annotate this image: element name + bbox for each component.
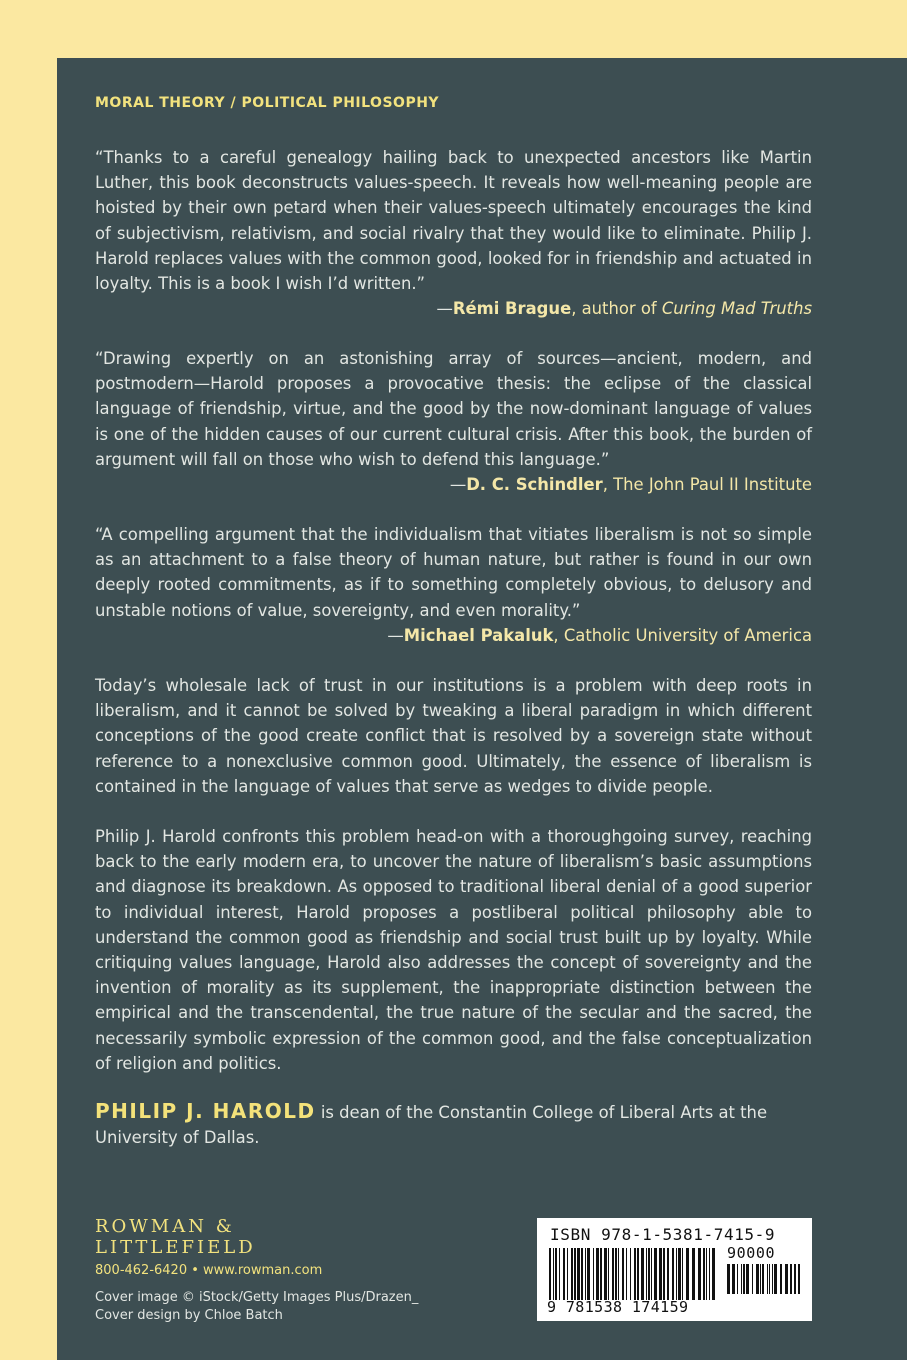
barcode-bar [767, 1264, 768, 1294]
barcode-bar [703, 1248, 705, 1300]
blurb-2 [95, 346, 812, 497]
blurb-attribution [95, 472, 812, 497]
barcode-bar [622, 1248, 624, 1300]
author-bio-text: is dean of the Constantin College of Liberal Arts at the University of Dallas. [95, 1103, 768, 1148]
barcode-bar [634, 1248, 636, 1300]
barcode-bar [559, 1248, 560, 1300]
barcode-bar [646, 1248, 647, 1300]
blurb-quote: “Drawing expertly on an astonishing array of sources—ancient, modern, and postmodern—Harold proposes a provocative thesis: the eclipse of the classical language of friendship, virtue, and the good by the now-dominant language of values is one of the hidden causes of our current cultural crisis. After this book, the burden of argument will fall on those who wish to defend this language.” [95, 349, 812, 469]
blurb-role: , Catholic University of America [553, 625, 812, 645]
barcode-bars [549, 1248, 719, 1300]
blurb-1 [95, 145, 812, 321]
dash: — [436, 299, 453, 319]
publisher-logo-line1: ROWMAN & [95, 1216, 235, 1237]
blurb-role: , The John Paul II Institute [602, 475, 812, 495]
category-label: MORAL THEORY / POLITICAL PHILOSOPHY [95, 95, 440, 111]
barcode-bar [553, 1248, 554, 1300]
barcode-bar [612, 1248, 614, 1300]
barcode-bar [790, 1264, 792, 1294]
barcode-bar [706, 1248, 707, 1300]
barcode-bar [549, 1248, 551, 1300]
barcode-bar [682, 1248, 683, 1300]
barcode-bar [794, 1264, 796, 1294]
barcode-bar [741, 1264, 742, 1294]
barcode-bar [637, 1248, 639, 1300]
blurb-role: , author of [571, 299, 662, 319]
price-code: 90000 [727, 1244, 776, 1262]
author-bio [95, 1099, 812, 1150]
barcode-bar [581, 1248, 583, 1300]
blurb-attribution [95, 296, 812, 321]
barcode-bar [746, 1264, 749, 1294]
barcode-bar [692, 1248, 695, 1300]
barcode-bar [663, 1248, 665, 1300]
barcode-bar [760, 1264, 761, 1294]
barcode-bar [574, 1248, 576, 1300]
barcode-bar [618, 1248, 619, 1300]
barcode-bar [648, 1248, 650, 1300]
barcode-bar [712, 1248, 715, 1300]
blurb-author: D. C. Schindler [466, 475, 603, 495]
blurb-quote: “Thanks to a careful genealogy hailing back to unexpected ancestors like Martin Luther, this book deconstructs values-speech. It reveals how well-meaning people are hoisted by their own petard when their values-speech ultimately encourages the kind of subjectivism, relativism, and social rivalry that they would like to eliminate. Philip J. Harold replaces values with the common good, looked for in friendship and actuated in loyalty. This is a book I wish I’d written.” [95, 148, 812, 294]
barcode-bar [676, 1248, 677, 1300]
barcode-bar [780, 1264, 782, 1294]
blurb-attribution [95, 623, 812, 648]
barcode-bar [727, 1264, 730, 1294]
barcode-bar [774, 1264, 777, 1294]
barcode-bar [659, 1248, 662, 1300]
publisher-logo [95, 1216, 256, 1258]
barcode-bar [608, 1248, 609, 1300]
barcode-bar [585, 1248, 586, 1300]
barcode-bar [563, 1248, 565, 1300]
barcode-bar [593, 1248, 594, 1300]
isbn-number: ISBN 978-1-5381-7415-9 [550, 1225, 776, 1244]
barcode-bar [651, 1248, 652, 1300]
barcode-bar [772, 1264, 773, 1294]
barcode-bar [732, 1264, 735, 1294]
blurb-quote: “A compelling argument that the individualism that vitiates liberalism is not so simple as an attachment to a false theory of human nature, but rather is found in our own deeply rooted commitments, as if to something completely obvious, to delusory and unstable notions of value, sovereignty, and even morality.” [95, 525, 812, 620]
blurb-3 [95, 522, 812, 648]
barcode-bar [785, 1264, 788, 1294]
barcode-bar [798, 1264, 800, 1294]
barcode-bar [737, 1264, 738, 1294]
author-name: PHILIP J. HAROLD [95, 1099, 316, 1123]
dash: — [387, 625, 404, 645]
barcode-bar [587, 1248, 590, 1300]
isbn-barcode [537, 1218, 812, 1321]
cover-design-credit: Cover design by Chloe Batch [95, 1308, 283, 1323]
description-paragraph-2: Philip J. Harold confronts this problem head-on with a thoroughgoing survey, reaching back to the early modern era, to uncover the nature of liberalism’s basic assumptions and diagnose its breakdown. As opposed to traditional liberal denial of a good superior to individual interest, Harold proposes a postliberal political philosophy able to understand the common good as friendship and social trust built up by loyalty. While critiquing values language, Harold also addresses the concept of sovereignty and the invention of morality as its supplement, the inappropriate distinction between the empirical and the transcendental, the true nature of the secular and the sacred, the necessarily symbolic expression of the common good, and the false conceptualization of religion and politics. [95, 827, 812, 1073]
barcode-bar [626, 1248, 627, 1300]
barcode-digits: 9 781538 174159 [547, 1298, 689, 1316]
barcode-bar [577, 1248, 580, 1300]
barcode-bar [709, 1248, 710, 1300]
barcode-bar [762, 1264, 764, 1294]
barcode-bar [672, 1248, 674, 1300]
barcode-bar [630, 1248, 631, 1300]
description-paragraph-1: Today’s wholesale lack of trust in our institutions is a problem with deep roots in liberalism, and it cannot be solved by tweaking a liberal paradigm in which different conceptions of the good create conflict that is resolved by a sovereign state without reference to a nonexclusive common good. Ultimately, the essence of liberalism is contained in the language of values that serve as wedges to divide people. [95, 676, 812, 796]
barcode-bar [686, 1248, 689, 1300]
barcode-bar [600, 1248, 602, 1300]
publisher-logo-line2: LITTLEFIELD [95, 1237, 256, 1258]
blurb-author: Michael Pakaluk [403, 625, 554, 645]
dash: — [449, 475, 467, 495]
barcode-bar [567, 1248, 568, 1300]
blurb-book-title: Curing Mad Truths [661, 299, 812, 319]
barcode-bar [752, 1264, 753, 1294]
barcode-bar [615, 1248, 617, 1300]
barcode-bar [641, 1248, 644, 1300]
blurb-author: Rémi Brague [452, 299, 572, 319]
barcode-bar [667, 1248, 669, 1300]
barcode-bar [769, 1264, 770, 1294]
publisher-contact: 800-462-6420 • www.rowman.com [95, 1263, 323, 1278]
barcode-bar [555, 1248, 557, 1300]
barcode-bar [604, 1248, 607, 1300]
barcode-bar [698, 1248, 701, 1300]
barcode-bar [756, 1264, 759, 1294]
cover-image-credit: Cover image © iStock/Getty Images Plus/Drazen_ [95, 1290, 419, 1305]
barcode-bar [654, 1248, 657, 1300]
price-barcode-bars [727, 1264, 802, 1314]
barcode-bar [596, 1248, 599, 1300]
barcode-bar [678, 1248, 681, 1300]
barcode-bar [571, 1248, 573, 1300]
barcode-bar [743, 1264, 745, 1294]
